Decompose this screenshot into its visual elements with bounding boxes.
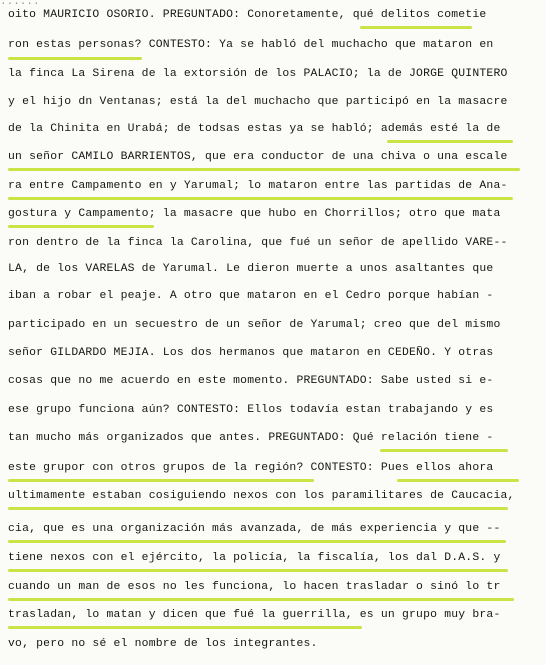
text-line-20: tiene nexos con el ejército, la policía, la fiscalía, los dal D.A.S. y bbox=[8, 552, 501, 564]
highlight-mark bbox=[8, 626, 362, 629]
text-line-13: señor GILDARDO MEJIA. Los dos hermanos que mataron en CEDEÑO. Y otras bbox=[8, 347, 494, 359]
highlight-mark bbox=[380, 449, 508, 452]
text-line-11: iban a robar el peaje. A otro que mataron en el Cedro porque habían - bbox=[8, 290, 494, 302]
text-line-7: ra entre Campamento en y Yarumal; lo mataron entre las partidas de Ana- bbox=[8, 180, 508, 192]
text-line-19: cia, que es una organización más avanzada, de más experiencia y que -- bbox=[8, 523, 501, 535]
text-line-9: ron dentro de la finca la Carolina, que fué un señor de apellido VARE-- bbox=[8, 237, 508, 249]
highlight-mark bbox=[387, 140, 513, 143]
highlight-mark bbox=[8, 197, 513, 200]
highlight-mark bbox=[8, 225, 154, 228]
text-line-3: la finca La Sirena de la extorsión de los PALACIO; la de JORGE QUINTERO bbox=[8, 68, 508, 80]
text-line-23: vo, pero no sé el nombre de los integrantes. bbox=[8, 638, 318, 650]
text-line-2: ron estas personas? CONTESTO: Ya se habló del muchacho que mataron en bbox=[8, 39, 494, 51]
highlight-mark bbox=[8, 540, 506, 543]
text-line-17: este grupor con otros grupos de la región? CONTESTO: Pues ellos ahora bbox=[8, 462, 494, 474]
highlight-mark bbox=[8, 57, 142, 60]
highlight-mark bbox=[397, 479, 519, 482]
page-top-fragment: ...... bbox=[0, 0, 40, 8]
text-line-5: de la Chinita en Urabá; de todsas estas ya se habló; además esté la de bbox=[8, 123, 501, 135]
highlight-mark bbox=[8, 168, 520, 171]
text-line-4: y el hijo dn Ventanas; está la del muchacho que participó en la masacre bbox=[8, 96, 508, 108]
highlight-mark bbox=[8, 598, 514, 601]
text-line-6: un señor CAMILO BARRIENTOS, que era conductor de una chiva o una escale bbox=[8, 151, 508, 163]
text-line-8: gostura y Campamento; la masacre que hubo en Chorrillos; otro que mata bbox=[8, 208, 501, 220]
highlight-mark bbox=[8, 479, 314, 482]
text-line-16: tan mucho más organizados que antes. PREGUNTADO: Qué relación tiene - bbox=[8, 432, 494, 444]
highlight-mark bbox=[8, 507, 508, 510]
highlight-mark bbox=[360, 26, 472, 29]
text-line-1: oito MAURICIO OSORIO. PREGUNTADO: Conoretamente, qué delitos cometie bbox=[8, 9, 487, 21]
text-line-12: participado en un secuestro de un señor de Yarumal; creo que del mismo bbox=[8, 319, 501, 331]
text-line-15: ese grupo funciona aún? CONTESTO: Ellos todavía estan trabajando y es bbox=[8, 404, 494, 416]
text-line-22: trasladan, lo matan y dicen que fué la guerrilla, es un grupo muy bra- bbox=[8, 609, 501, 621]
text-line-18: ultimamente estaban cosiguiendo nexos con los paramilitares de Caucacia, bbox=[8, 490, 515, 502]
text-line-21: cuando un man de esos no les funciona, lo hacen trasladar o sinó lo tr bbox=[8, 581, 501, 593]
text-line-14: cosas que no me acuerdo en este momento. PREGUNTADO: Sabe usted si e- bbox=[8, 375, 494, 387]
highlight-mark bbox=[8, 569, 508, 572]
text-line-10: LA, de los VARELAS de Yarumal. Le dieron muerte a unos asaltantes que bbox=[8, 263, 494, 275]
